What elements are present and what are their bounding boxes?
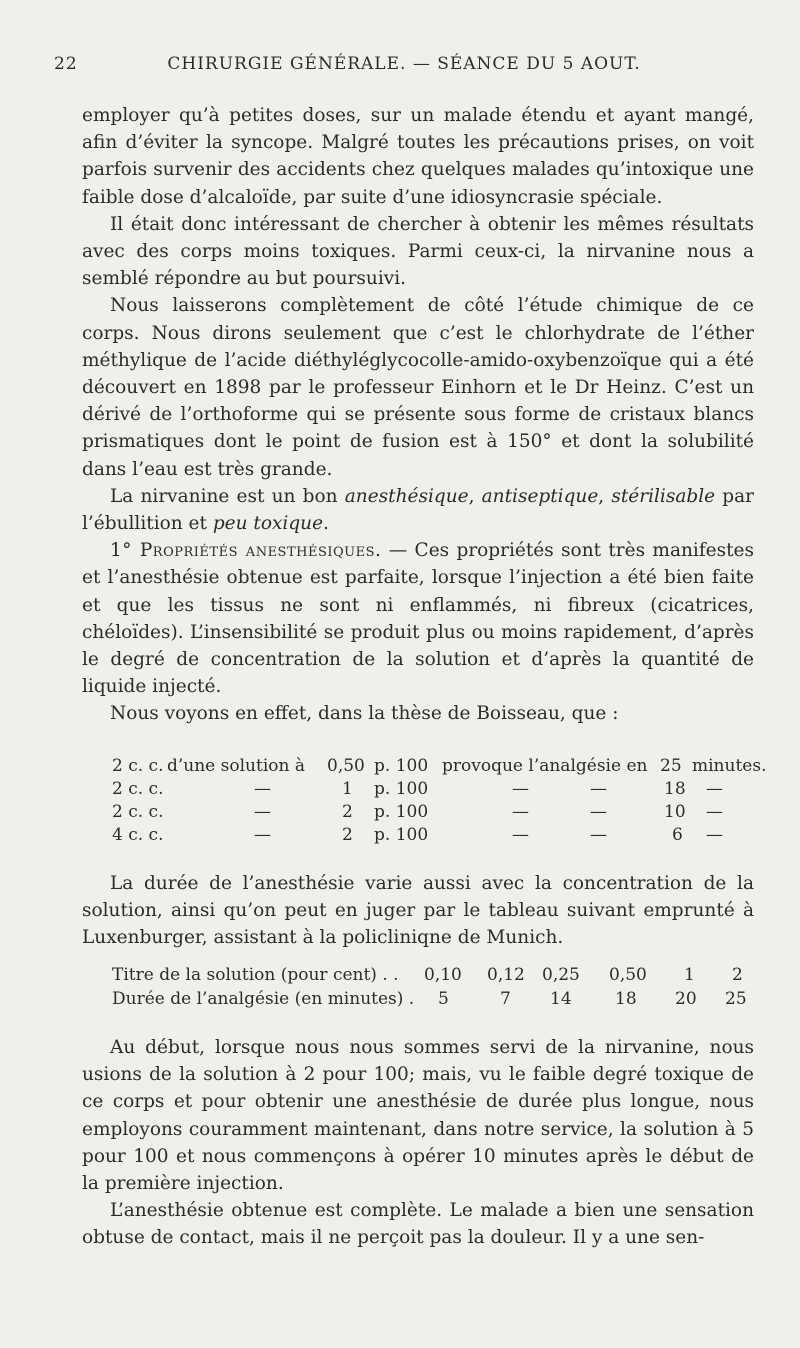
section-heading: 1° Propriétés anesthésiques. — [110, 540, 382, 562]
titre-label: Titre de la solution (pour cent) . . — [112, 965, 399, 985]
running-header — [54, 54, 754, 80]
titre-row-duration: Durée de l’analgésie (en minutes) . 5 7 14 18 20 25 — [112, 989, 747, 1009]
body-text-top — [82, 102, 754, 728]
italic-sterilisable: stérilisable — [611, 485, 716, 507]
titre-row-concentration: Titre de la solution (pour cent) . . 0,10 0,12 0,25 0,50 1 2 — [112, 965, 743, 985]
paragraph-9: L’anesthésie obtenue est complète. Le malade a bien une sensation obtuse de contact, mais il ne perçoit pas la douleur. Il y a une sen- — [82, 1200, 754, 1249]
page-number: 22 — [54, 54, 78, 74]
paragraph-3: Nous laisserons complètement de côté l’étude chimique de ce corps. Nous dirons seulement que c’est le chlorhydrate de l’éther méthylique de l’acide diéthyléglycocolle-amido-oxybenzoïque qui a été découvert en 1898 par le professeur Einhorn et le Dr Heinz. C’est un dérivé de l’orthoforme qui se présente sous forme de cristaux blancs prismatiques dont le point de fusion est à 150° et dont la solubilité dans l’eau est très grande. — [82, 295, 754, 480]
dose-table — [112, 755, 767, 847]
body-text-middle — [82, 870, 754, 952]
dose-row: 2 c. c. — 2 p. 100 — — 10 — — [112, 802, 723, 822]
duree-label: Durée de l’analgésie (en minutes) . — [112, 989, 415, 1009]
paragraph-5: 1° Propriétés anesthésiques. — Ces propriétés sont très manifestes et l’anesthésie obtenue est parfaite, lorsque l’injection a été bien faite et que les tissus ne sont ni enflammés, ni fibreux (cicatrices, chéloïdes). L’insensibilité se produit plus ou moins rapidement, d’après le degré de concentration de la solution et d’après la quantité de liquide injecté. — [82, 540, 754, 698]
paragraph-8: Au début, lorsque nous nous sommes servi de la nirvanine, nous usions de la solution à 2 pour 100; mais, vu le faible degré toxique de ce corps et pour obtenir une anesthésie de durée plus longue, nous employons couramment maintenant, dans notre service, la solution à 5 pour 100 et nous commençons à opérer 10 minutes après le début de la première injection. — [82, 1037, 754, 1195]
italic-peu-toxique: peu toxique — [212, 513, 324, 535]
italic-antiseptique: antiseptique — [481, 485, 599, 507]
italic-anesthesique: anesthésique — [344, 485, 469, 507]
dose-row: 4 c. c. — 2 p. 100 — — 6 — — [112, 825, 723, 845]
paragraph-4: La nirvanine est un bon anesthésique, antiseptique, stérilisable par l’ébullition et peu toxique. — [82, 485, 754, 535]
running-title: CHIRURGIE GÉNÉRALE. — SÉANCE DU 5 AOUT. — [167, 54, 641, 74]
titre-table — [112, 963, 762, 1011]
paragraph-7: La durée de l’anesthésie varie aussi avec la concentration de la solution, ainsi qu’on peut en juger par le tableau suivant emprunté à Luxenburger, assistant à la policliniqne de Munich. — [82, 873, 754, 949]
paragraph-1: employer qu’à petites doses, sur un malade étendu et ayant mangé, afin d’éviter la syncope. Malgré toutes les précautions prises, on voit parfois survenir des accidents chez quelques malades qu’intoxique une faible dose d’alcaloïde, par suite d’une idiosyncrasie spéciale. — [82, 105, 754, 208]
paragraph-2: Il était donc intéressant de chercher à obtenir les mêmes résultats avec des corps moins toxiques. Parmi ceux-ci, la nirvanine nous a semblé répondre au but poursuivi. — [82, 213, 754, 290]
paragraph-6: Nous voyons en effet, dans la thèse de Boisseau, que : — [110, 703, 619, 725]
body-text-bottom — [82, 1034, 754, 1252]
dose-row: 2 c. c. d’une solution à 0,50 p. 100 provoque l’analgésie en 25 minutes. — [112, 756, 767, 776]
dose-row: 2 c. c. — 1 p. 100 — — 18 — — [112, 779, 723, 799]
